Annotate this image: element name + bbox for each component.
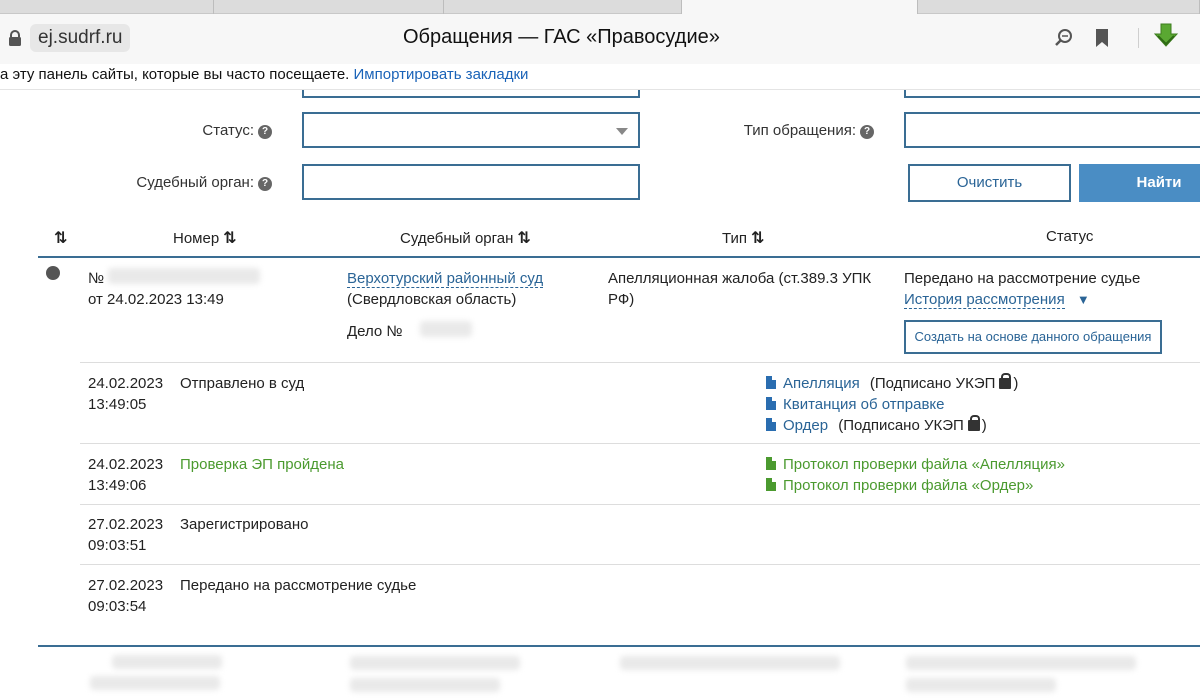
event-status: Передано на рассмотрение судье: [180, 577, 417, 594]
event-date: 24.02.2023: [88, 456, 164, 473]
receipt-link[interactable]: Квитанция об отправке: [783, 396, 945, 413]
browser-tab-active[interactable]: [682, 0, 918, 14]
sort-all-button[interactable]: ⇅: [54, 230, 66, 247]
browser-toolbar: [0, 14, 1200, 64]
appeal-link[interactable]: Апелляция: [783, 375, 860, 392]
row-divider: [80, 443, 1200, 444]
header-divider: [38, 256, 1200, 258]
file-icon: [766, 397, 776, 410]
protocol-order-link[interactable]: Протокол проверки файла «Ордер»: [783, 477, 1034, 494]
create-from-request-button[interactable]: Создать на основе данного обращения: [904, 320, 1162, 354]
column-number[interactable]: Номер ⇅: [173, 230, 235, 247]
court-label: Судебный орган: ?: [100, 174, 272, 191]
sort-icon: ⇅: [751, 230, 763, 247]
row-divider: [80, 504, 1200, 505]
document-receipt: [766, 394, 945, 415]
table-divider: [38, 645, 1200, 647]
protocol-appeal-link[interactable]: Протокол проверки файла «Апелляция»: [783, 456, 1065, 473]
row-status-dot: [46, 266, 60, 280]
column-type[interactable]: Тип ⇅: [722, 230, 763, 247]
sort-icon: ⇅: [223, 230, 235, 247]
help-icon[interactable]: ?: [258, 125, 272, 139]
find-button[interactable]: Найти: [1079, 164, 1200, 202]
event-status: Зарегистрировано: [180, 516, 309, 533]
toolbar-divider: [1138, 28, 1139, 48]
bookmark-icon[interactable]: [1090, 26, 1114, 50]
file-icon: [766, 376, 776, 389]
redacted-content: [906, 678, 1056, 692]
request-type-input[interactable]: [904, 112, 1200, 148]
file-icon: [766, 457, 776, 470]
request-status: Передано на рассмотрение судье: [904, 270, 1141, 287]
event-time: 09:03:51: [88, 537, 147, 554]
page-title: Обращения — ГАС «Правосудие»: [403, 26, 720, 48]
redacted-content: [620, 656, 840, 670]
help-icon[interactable]: ?: [258, 177, 272, 191]
search-zoom-icon[interactable]: [1052, 26, 1076, 50]
request-type-label: Тип обращения: ?: [700, 122, 874, 139]
event-date: 24.02.2023: [88, 375, 164, 392]
event-time: 13:49:06: [88, 477, 147, 494]
row-divider: [80, 564, 1200, 565]
redacted-case-number: [420, 321, 472, 337]
input-partial[interactable]: [904, 90, 1200, 98]
court-link[interactable]: Верхотурский районный суд: [347, 270, 544, 287]
sort-icon: ⇅: [517, 230, 529, 247]
address-bar[interactable]: ej.sudrf.ru: [30, 24, 130, 52]
row-divider: [80, 362, 1200, 363]
event-time: 09:03:54: [88, 598, 147, 615]
chevron-down-icon: [616, 128, 628, 135]
event-status: Проверка ЭП пройдена: [180, 456, 344, 473]
browser-tab[interactable]: [444, 0, 682, 14]
file-icon: [766, 418, 776, 431]
case-number-prefix: Дело №: [347, 323, 403, 340]
court-region: (Свердловская область): [347, 291, 517, 308]
event-status: Отправлено в суд: [180, 375, 305, 392]
history-link[interactable]: История рассмотрения ▼: [904, 291, 1090, 308]
lock-icon: [8, 30, 22, 46]
file-icon: [766, 478, 776, 491]
request-type-line2: РФ): [608, 291, 635, 308]
bookmarks-hint: а эту панель сайты, которые вы часто посещаете.: [0, 66, 350, 83]
browser-tab[interactable]: [918, 0, 1200, 14]
browser-tab[interactable]: [214, 0, 444, 14]
redacted-number: [108, 268, 260, 284]
lock-icon: [999, 378, 1011, 389]
event-date: 27.02.2023: [88, 516, 164, 533]
request-number-prefix: №: [88, 270, 105, 287]
request-type-line1: Апелляционная жалоба (ст.389.3 УПК: [608, 270, 872, 287]
document-order: Ордер (Подписано УКЭП ): [766, 415, 987, 436]
document-protocol-appeal: [766, 454, 1065, 475]
redacted-content: [350, 678, 500, 692]
column-status: Статус: [1046, 228, 1094, 245]
event-time: 13:49:05: [88, 396, 147, 413]
redacted-content: [906, 656, 1136, 670]
request-date: от 24.02.2023 13:49: [88, 291, 224, 308]
help-icon[interactable]: ?: [860, 125, 874, 139]
redacted-content: [350, 656, 520, 670]
input-partial[interactable]: [302, 90, 640, 98]
bookmarks-bar: [0, 64, 1200, 90]
status-select[interactable]: [302, 112, 640, 148]
order-link[interactable]: Ордер: [783, 417, 829, 434]
document-protocol-order: [766, 475, 1033, 496]
column-court[interactable]: Судебный орган ⇅: [400, 230, 529, 247]
redacted-content: [112, 655, 222, 669]
document-appeal: Апелляция (Подписано УКЭП ): [766, 373, 1018, 394]
status-label: Статус: ?: [150, 122, 272, 139]
clear-button[interactable]: Очистить: [908, 164, 1071, 202]
expand-arrow-icon[interactable]: ▼: [1076, 292, 1090, 307]
court-input[interactable]: [302, 164, 640, 200]
browser-tab[interactable]: [0, 0, 214, 14]
lock-icon: [968, 420, 980, 431]
import-bookmarks-link[interactable]: Импортировать закладки: [353, 66, 529, 83]
browser-tab-strip: [0, 0, 1200, 14]
download-icon[interactable]: [1152, 22, 1180, 50]
event-date: 27.02.2023: [88, 577, 164, 594]
redacted-content: [90, 676, 220, 690]
